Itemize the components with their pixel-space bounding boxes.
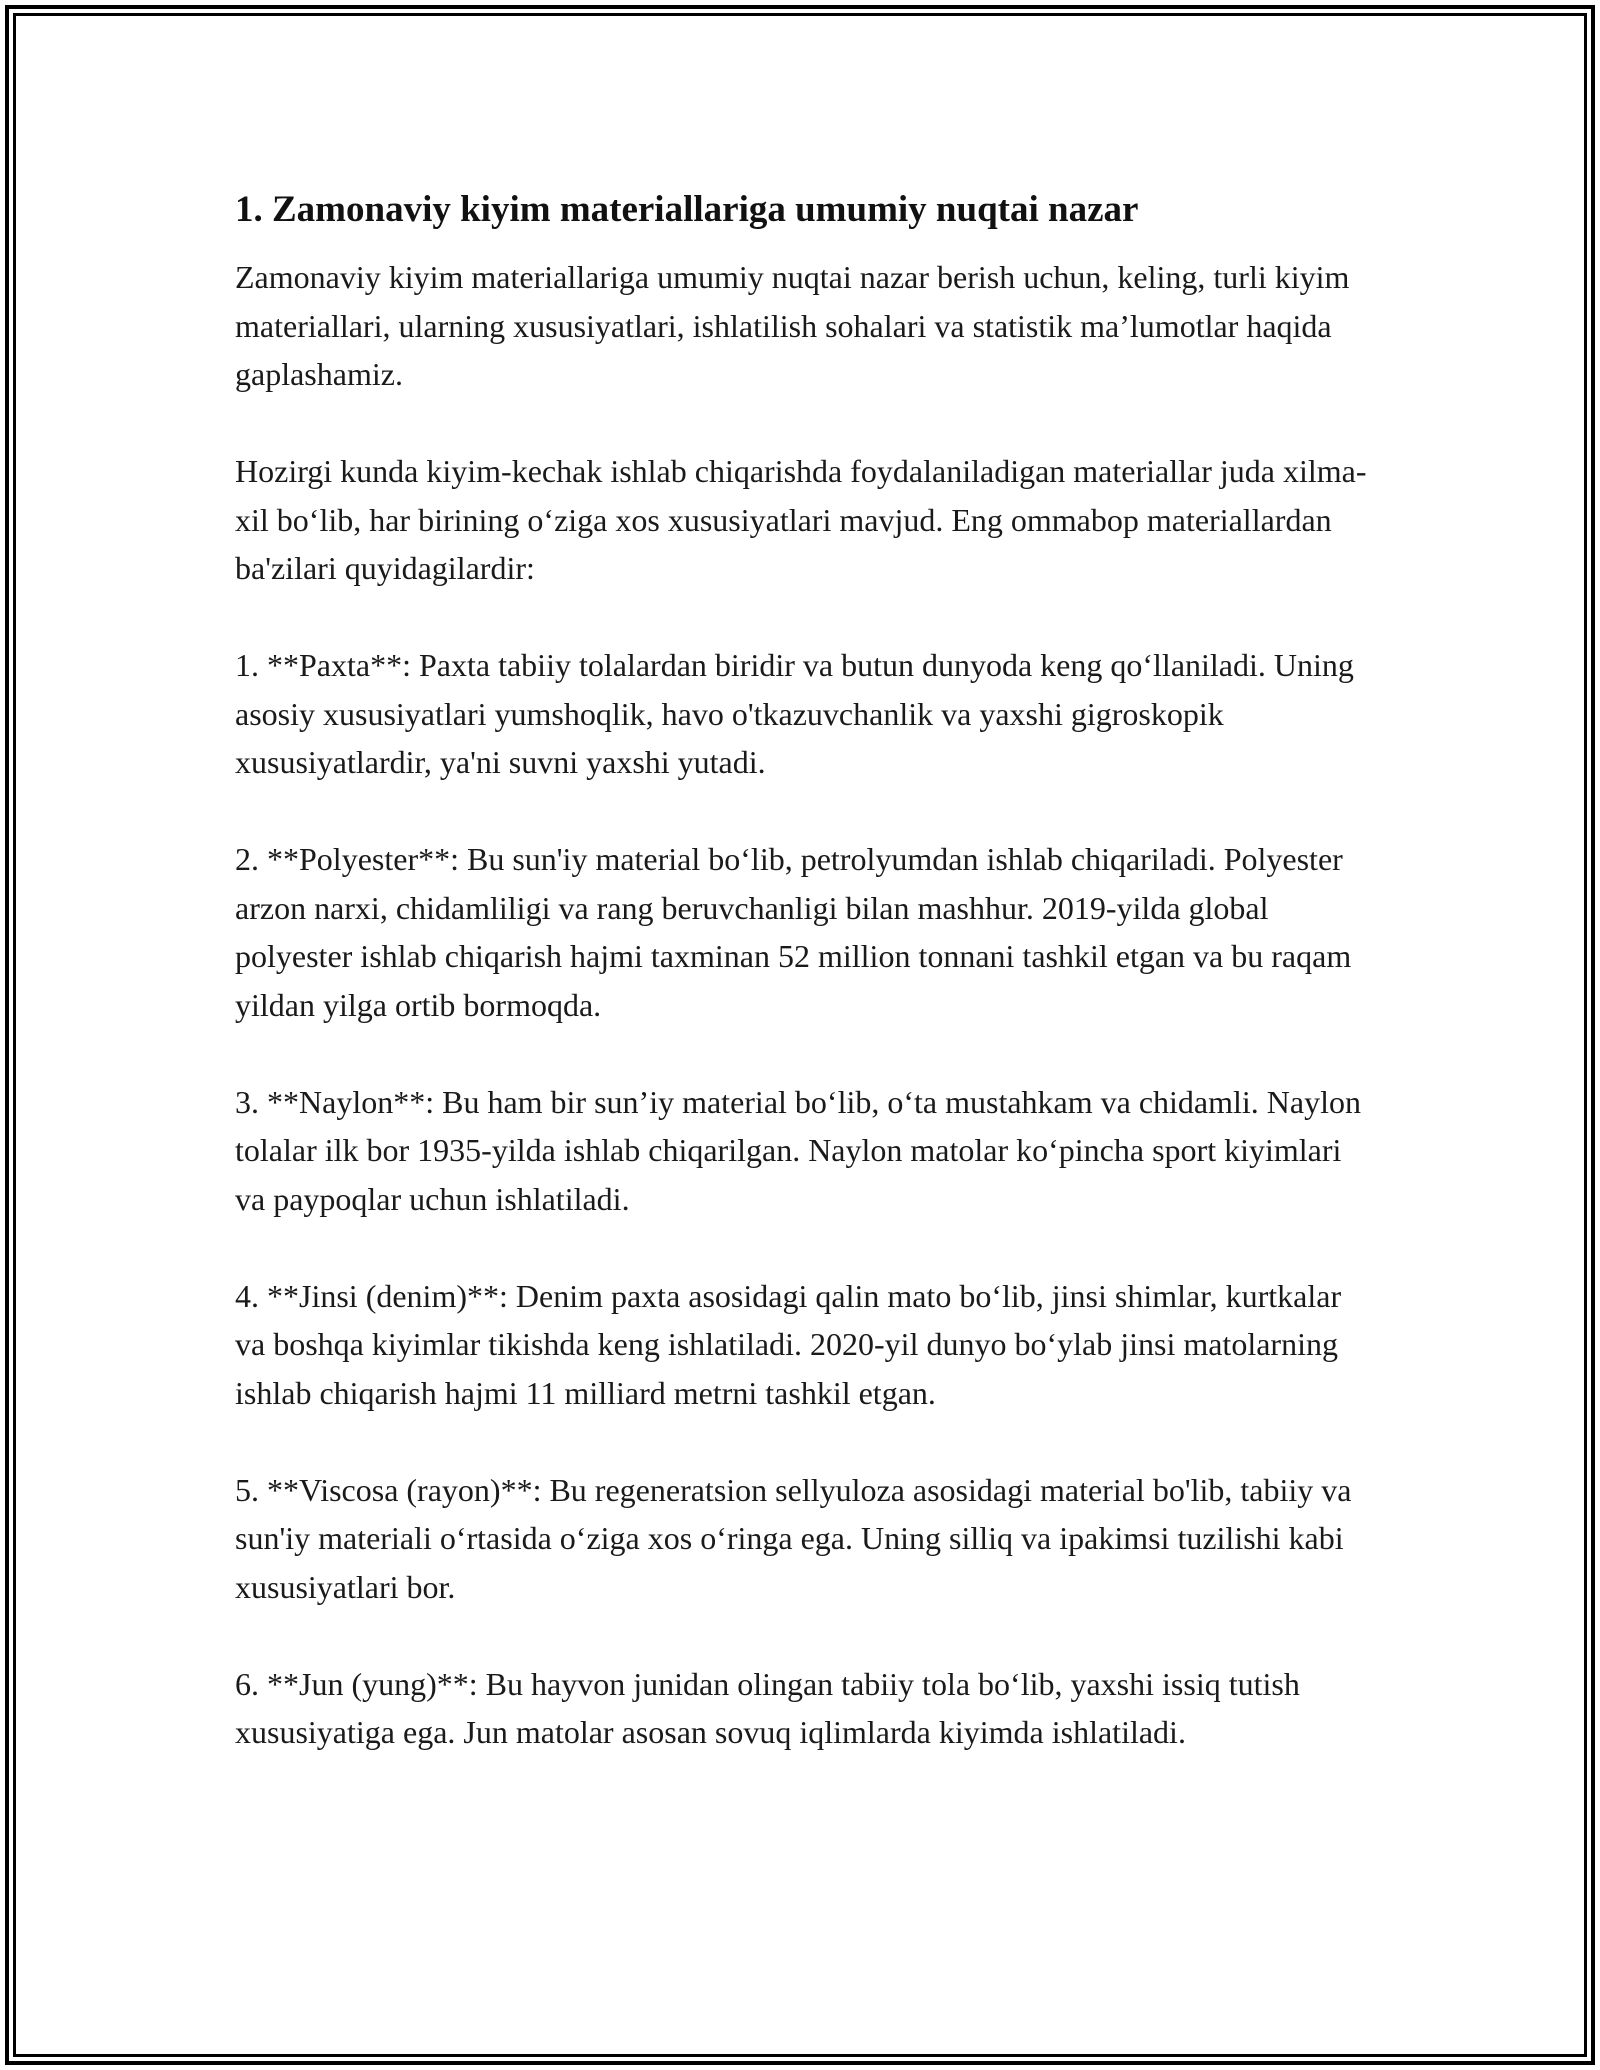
- list-item-paxta: 1. **Paxta**: Paxta tabiiy tolalardan biridir va butun dunyoda keng qo‘llaniladi. Uning asosiy xususiyatlari yumshoqlik, havo o'tkazuvchanlik va yaxshi gigroskopik xususiyatlardir, ya'ni suvni yaxshi yutadi.: [235, 647, 1354, 780]
- list-item-naylon: 3. **Naylon**: Bu ham bir sun’iy material bo‘lib, o‘ta mustahkam va chidamli. Naylon tolalar ilk bor 1935-yilda ishlab chiqarilgan. Naylon matolar ko‘pincha sport kiyimlari va paypoqlar uchun ishlatiladi.: [235, 1083, 1361, 1217]
- intro-paragraph: Zamonaviy kiyim materiallariga umumiy nuqtai nazar berish uchun, keling, turli kiyim materiallari, ularning xususiyatlari, ishlatilish sohalari va statistik ma’lumotlar haqida gaplashamiz.: [235, 259, 1350, 392]
- materials-overview-paragraph: Hozirgi kunda kiyim-kechak ishlab chiqarishda foydalaniladigan materiallar juda xilma-xil bo‘lib, har birining o‘ziga xos xususiyatlari mavjud. Eng ommabop materiallardan ba'zilari quyidagilardir:: [235, 453, 1367, 586]
- document-body: [235, 185, 1375, 1805]
- section-heading: 1. Zamonaviy kiyim materiallariga umumiy nuqtai nazar: [235, 189, 1139, 230]
- list-item-polyester: 2. **Polyester**: Bu sun'iy material bo‘lib, petrolyumdan ishlab chiqariladi. Polyester arzon narxi, chidamliligi va rang beruvchanligi bilan mashhur. 2019-yilda global polyester ishlab chiqarish hajmi taxminan 52 million tonnani tashkil etgan va bu raqam yildan yilga ortib bormoqda.: [235, 841, 1352, 1023]
- list-item-jun: 6. **Jun (yung)**: Bu hayvon junidan olingan tabiiy tola bo‘lib, yaxshi issiq tutish xususiyatiga ega. Jun matolar asosan sovuq iqlimlarda kiyimda ishlatiladi.: [235, 1665, 1300, 1750]
- list-item-viscosa: 5. **Viscosa (rayon)**: Bu regeneratsion sellyuloza asosidagi material bo'lib, tabiiy va sun'iy materiali o‘rtasida o‘ziga xos o‘ringa ega. Uning silliq va ipakimsi tuzilishi kabi xususiyatlari bor.: [235, 1471, 1352, 1605]
- list-item-jinsi: 4. **Jinsi (denim)**: Denim paxta asosidagi qalin mato bo‘lib, jinsi shimlar, kurtkalar va boshqa kiyimlar tikishda keng ishlatiladi. 2020-yil dunyo bo‘ylab jinsi matolarning ishlab chiqarish hajmi 11 milliard metrni tashkil etgan.: [235, 1277, 1342, 1411]
